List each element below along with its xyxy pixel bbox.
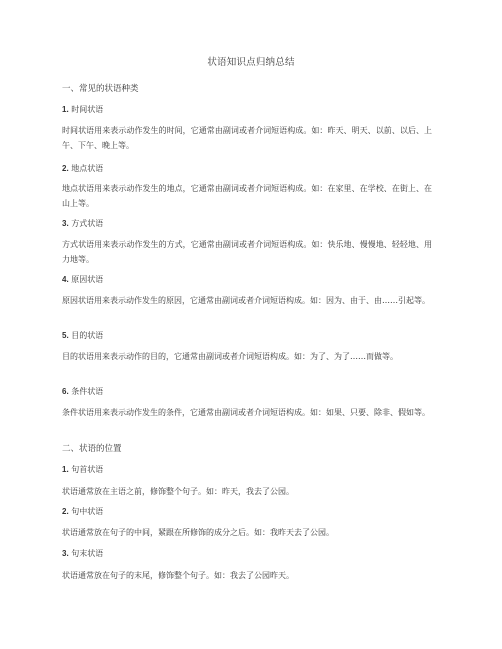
subsection-heading bbox=[62, 385, 432, 398]
paragraph: 方式状语用来表示动作发生的方式，它通常由副词或者介词短语构成。如：快乐地、慢慢地、轻轻地、用力地等。 bbox=[62, 240, 432, 264]
subsection-title: 方式状语 bbox=[71, 219, 104, 228]
subsection-title: 原因状语 bbox=[71, 275, 104, 284]
subsection-number: 1. bbox=[62, 105, 69, 114]
subsection-heading bbox=[62, 505, 432, 518]
subsection-heading bbox=[62, 162, 432, 175]
subsection-number: 5. bbox=[62, 331, 69, 340]
subsection-number: 3. bbox=[62, 219, 69, 228]
subsection-title: 句中状语 bbox=[71, 507, 104, 516]
paragraph: 状语通常放在句子的末尾，修饰整个句子。如：我去了公园昨天。 bbox=[62, 571, 294, 580]
paragraph: 状语通常放在主语之前，修饰整个句子。如：昨天，我去了公园。 bbox=[62, 487, 294, 496]
paragraph: 条件状语用来表示动作发生的条件，它通常由副词或者介词短语构成。如：如果、只要、除非、假如等。 bbox=[62, 408, 430, 417]
subsection-number: 3. bbox=[62, 549, 69, 558]
section-heading: 一、常见的状语种类 bbox=[62, 84, 139, 94]
subsection-heading bbox=[62, 103, 432, 116]
paragraph: 原因状语用来表示动作发生的原因，它通常由副词或者介词短语构成。如：因为、由于、由……引起等。 bbox=[62, 296, 430, 305]
subsection-number: 2. bbox=[62, 164, 69, 173]
subsection-title: 目的状语 bbox=[71, 331, 104, 340]
subsection-heading bbox=[62, 463, 432, 476]
subsection-heading bbox=[62, 273, 432, 286]
subsection-title: 句末状语 bbox=[71, 549, 104, 558]
subsection-title: 条件状语 bbox=[71, 387, 104, 396]
subsection-number: 1. bbox=[62, 465, 69, 474]
subsection-number: 2. bbox=[62, 507, 69, 516]
paragraph: 目的状语用来表示动作的目的，它通常由副词或者介词短语构成。如：为了、为了……而做等。 bbox=[62, 352, 398, 361]
paragraph: 状语通常放在句子的中间，紧跟在所修饰的成分之后。如：我昨天去了公园。 bbox=[62, 528, 334, 537]
paragraph: 时间状语用来表示动作发生的时间，它通常由副词或者介词短语构成。如：昨天、明天、以前、以后、上午、下午、晚上等。 bbox=[62, 126, 432, 150]
section-heading: 二、状语的位置 bbox=[62, 444, 122, 454]
subsection-title: 地点状语 bbox=[71, 164, 104, 173]
subsection-number: 4. bbox=[62, 275, 69, 284]
subsection-heading bbox=[62, 217, 432, 230]
subsection-title: 句首状语 bbox=[71, 465, 104, 474]
paragraph: 地点状语用来表示动作发生的地点，它通常由副词或者介词短语构成。如：在家里、在学校、在街上、在山上等。 bbox=[62, 184, 432, 208]
subsection-title: 时间状语 bbox=[71, 105, 104, 114]
subsection-heading bbox=[62, 329, 432, 342]
document-title: 状语知识点归纳总结 bbox=[207, 57, 295, 68]
subsection-number: 6. bbox=[62, 387, 69, 396]
subsection-heading bbox=[62, 547, 432, 560]
